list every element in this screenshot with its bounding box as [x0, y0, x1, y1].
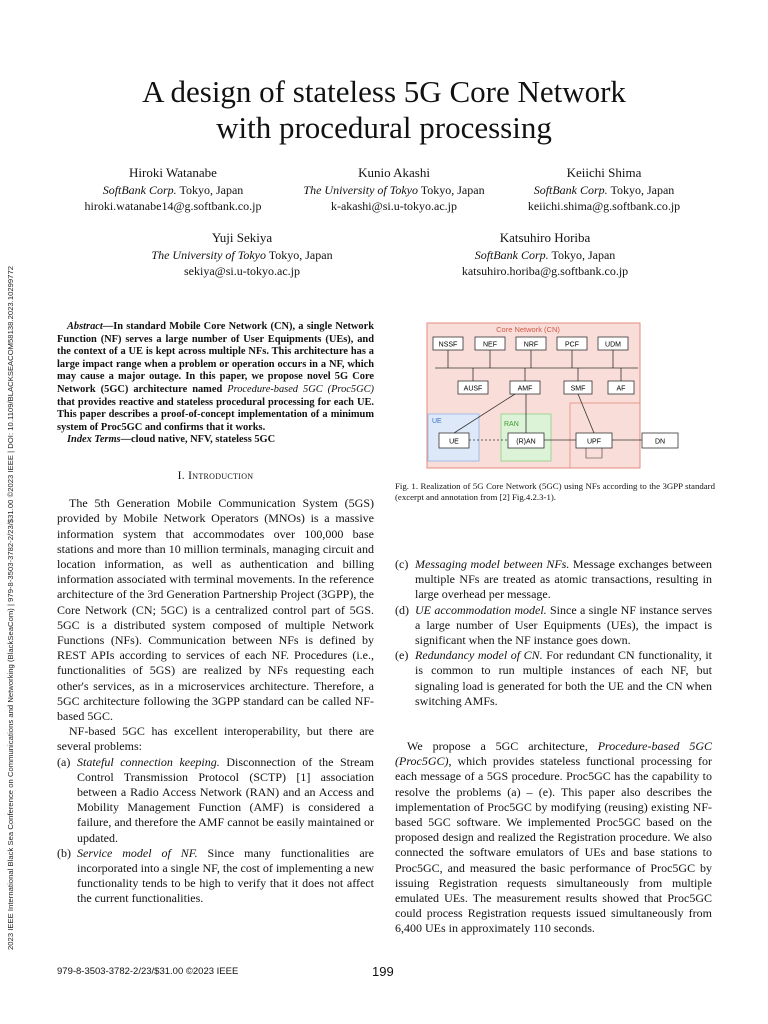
author-name: Keiichi Shima: [566, 165, 642, 180]
author-email[interactable]: katsuhiro.horiba@g.softbank.co.jp: [461, 264, 629, 278]
figure-caption: Fig. 1. Realization of 5G Core Network (5GC) using NFs according to the 3GPP standard (excerpt and annotation from [2] Fig.4.2.3-1).: [395, 481, 715, 502]
title-line-2: with procedural processing: [216, 110, 552, 145]
abstract-text: that provides reactive and stateless procedural processing for each UE. This paper describes a proof-of-concept implementation of a minimum system of Proc5GC and confirms that it works.: [57, 396, 374, 433]
left-column: [57, 321, 374, 907]
author-block: [284, 164, 504, 214]
ran-box-label: (R)AN: [516, 438, 536, 446]
author-block: [132, 229, 352, 279]
list-label: (c): [395, 557, 409, 571]
author-org: SoftBank Corp.: [102, 183, 177, 197]
author-name: Katsuhiro Horiba: [499, 230, 591, 245]
section-heading: [57, 469, 374, 484]
abstract-italic: Procedure-based 5GC (Proc5GC): [227, 383, 374, 395]
author-email[interactable]: sekiya@si.u-tokyo.ac.jp: [183, 264, 301, 278]
list-text: Since many functionalities are incorporated into a single NF, the cost of implementing a new functionality tends to be high to verify that it does not affect the current functionalities.: [77, 845, 374, 906]
list-item: [395, 648, 712, 709]
author-email[interactable]: k-akashi@si.u-tokyo.ac.jp: [330, 199, 458, 213]
list-label: (a): [57, 754, 71, 769]
author-org: SoftBank Corp.: [474, 248, 549, 262]
author-email[interactable]: hiroki.watanabe14@g.softbank.co.jp: [84, 199, 262, 213]
author-block: [73, 164, 273, 214]
author-location: Tokyo, Japan: [265, 248, 333, 262]
list-term: Messaging model between NFs.: [415, 557, 570, 571]
index-terms-lead: Index Terms: [67, 434, 121, 446]
section-number: I.: [177, 469, 189, 482]
list-text: Since a single NF instance serves a large number of User Equipments (UEs), the impact is significant when the NF instance goes down.: [415, 602, 712, 648]
paragraph-text: , which provides stateless functional processing for each message of a 5GS procedure. Proc5GC has the capability to resolve the problems (a) – (e). This paper also describes the implementation of Proc5GC by modifying (reusing) existing NF-based 5GC software. We implemented Proc5GC based on the proposed design and realized the Registration procedure. We also connected the software emulators of UEs and base stations to Proc5GC, and measured the basic performance of Proc5GC by issuing Registration requests simultaneously from multiple emulated UEs. The measurement results showed that Proc5GC could process Registration requests issued simultaneously from 6,400 UEs in approximately 110 seconds.: [395, 754, 712, 936]
footer-copyright: 979-8-3503-3782-2/23/$31.00 ©2023 IEEE: [57, 966, 239, 977]
nf-label: NRF: [523, 341, 539, 349]
nf-label: SMF: [570, 385, 586, 393]
list-item: [395, 603, 712, 649]
author-email[interactable]: keiichi.shima@g.softbank.co.jp: [527, 199, 681, 213]
nf-label: AF: [616, 385, 626, 393]
author-org: The University of Tokyo: [151, 248, 266, 262]
author-org: SoftBank Corp.: [533, 183, 608, 197]
author-block: [494, 164, 714, 214]
intro-paragraph: NF-based 5GC has excellent interoperability, but there are several problems:: [57, 724, 374, 754]
author-location: Tokyo, Japan: [176, 183, 244, 197]
author-name: Kunio Akashi: [358, 165, 430, 180]
author-block: [425, 229, 665, 279]
nf-label: AUSF: [463, 385, 483, 393]
top-nf-row: [433, 337, 628, 350]
problem-list: [57, 755, 374, 907]
upf-box-label: UPF: [587, 438, 601, 446]
ue-box-label: UE: [449, 438, 459, 446]
list-item: [395, 557, 712, 603]
list-term: Redundancy model of CN.: [415, 648, 543, 663]
paper-title: [0, 74, 768, 146]
list-term: Stateful connection keeping.: [77, 754, 220, 769]
page-number: 199: [372, 964, 394, 979]
ran-group-label: RAN: [504, 421, 519, 428]
author-name: Yuji Sekiya: [211, 230, 273, 245]
proposal-paragraph: [395, 739, 712, 937]
list-term: Service model of NF.: [77, 845, 198, 860]
nf-label: NSSF: [438, 341, 458, 349]
list-text: Disconnection of the Stream Control Transmission Protocol (SCTP) [1] association between a Radio Access Network (RAN) and an Access and Mobility Management Function (AMF) is considered a failure, and therefore the AMF cannot be easily maintained or updated.: [77, 754, 374, 845]
index-terms: —cloud native, NFV, stateless 5GC: [120, 434, 276, 446]
author-name: Hiroki Watanabe: [129, 165, 217, 180]
nf-label: PCF: [565, 341, 579, 349]
intro-paragraph: The 5th Generation Mobile Communication System (5GS) provided by Mobile Network Operators (MNOs) is a massive information system that accommodates over 100,000 base stations and more than 10 million terminals, managing circuit and location information, as well as authentication and billing information associated with terminal movements. In the reference architecture of the 3rd Generation Partnership Project (3GPP), the Core Network (CN; 5GC) is a centralized control part of 5GS. 5GC is a distributed system composed of multiple Network Functions (NFs). Communication between NFs is defined by REST APIs according to services of each NF. Procedures (i.e., functionalities of 5GS) are realized by NFs requesting each other's services, as in a microservices architecture. Therefore, a 5GC architecture following the 3GPP standard can be called NF-based 5GC.: [57, 496, 374, 723]
list-label: (e): [395, 648, 409, 663]
list-label: (b): [57, 845, 71, 860]
dn-box-label: DN: [654, 438, 666, 446]
paragraph-italic: Procedure-based 5GC (Proc5GC): [395, 739, 713, 769]
figure-5gc-diagram: [420, 318, 680, 472]
list-text: For redundant CN functionality, it is common to run multiple instances of each NF, but signaling load is generated for both the UE and the CN when switching AMFs.: [415, 648, 713, 708]
abstract: [57, 321, 374, 447]
list-label: (d): [395, 602, 409, 617]
sidebar-text: 2023 IEEE International Black Sea Conference on Communications and Networking (BlackSeaCom) | 979-8-3503-3782-2/23/$31.00 ©2023 IEEE | DOI: 10.1109/BLACKSEACOM58138.2023.10299772: [6, 265, 15, 950]
abstract-lead: Abstract: [67, 321, 103, 332]
section-title: Introduction: [188, 469, 254, 482]
nf-label: NEF: [483, 341, 497, 349]
nf-label: AMF: [517, 385, 533, 393]
paragraph-text: We propose a 5GC architecture,: [407, 739, 598, 754]
list-item: [57, 755, 374, 846]
author-location: Tokyo, Japan: [548, 248, 616, 262]
author-location: Tokyo, Japan: [417, 183, 485, 197]
author-org: The University of Tokyo: [303, 183, 418, 197]
sidebar-doi-strip: [6, 0, 26, 1024]
cn-label: Core Network (CN): [496, 325, 560, 334]
list-item: [57, 846, 374, 907]
list-term: UE accommodation model.: [415, 602, 547, 617]
problem-list: [395, 557, 712, 709]
title-line-1: A design of stateless 5G Core Network: [142, 74, 626, 109]
list-text: Message exchanges between multiple NFs are treated as atomic transactions, resulting in large overhead per message.: [415, 557, 712, 602]
abstract-text: —In standard Mobile Core Network (CN), a single Network Function (NF) serves a large number of User Equipments (UEs), and the context of a UE is kept across multiple NFs. This architecture has a large impact range when a problem or operation occurs in a NF, which may cause a major outage. In this paper, we propose novel 5G Core Network (5GC) architecture named: [57, 321, 374, 395]
author-location: Tokyo, Japan: [607, 183, 675, 197]
nf-label: UDM: [605, 341, 621, 349]
right-column: [395, 557, 712, 937]
ue-group-label: UE: [432, 418, 442, 425]
